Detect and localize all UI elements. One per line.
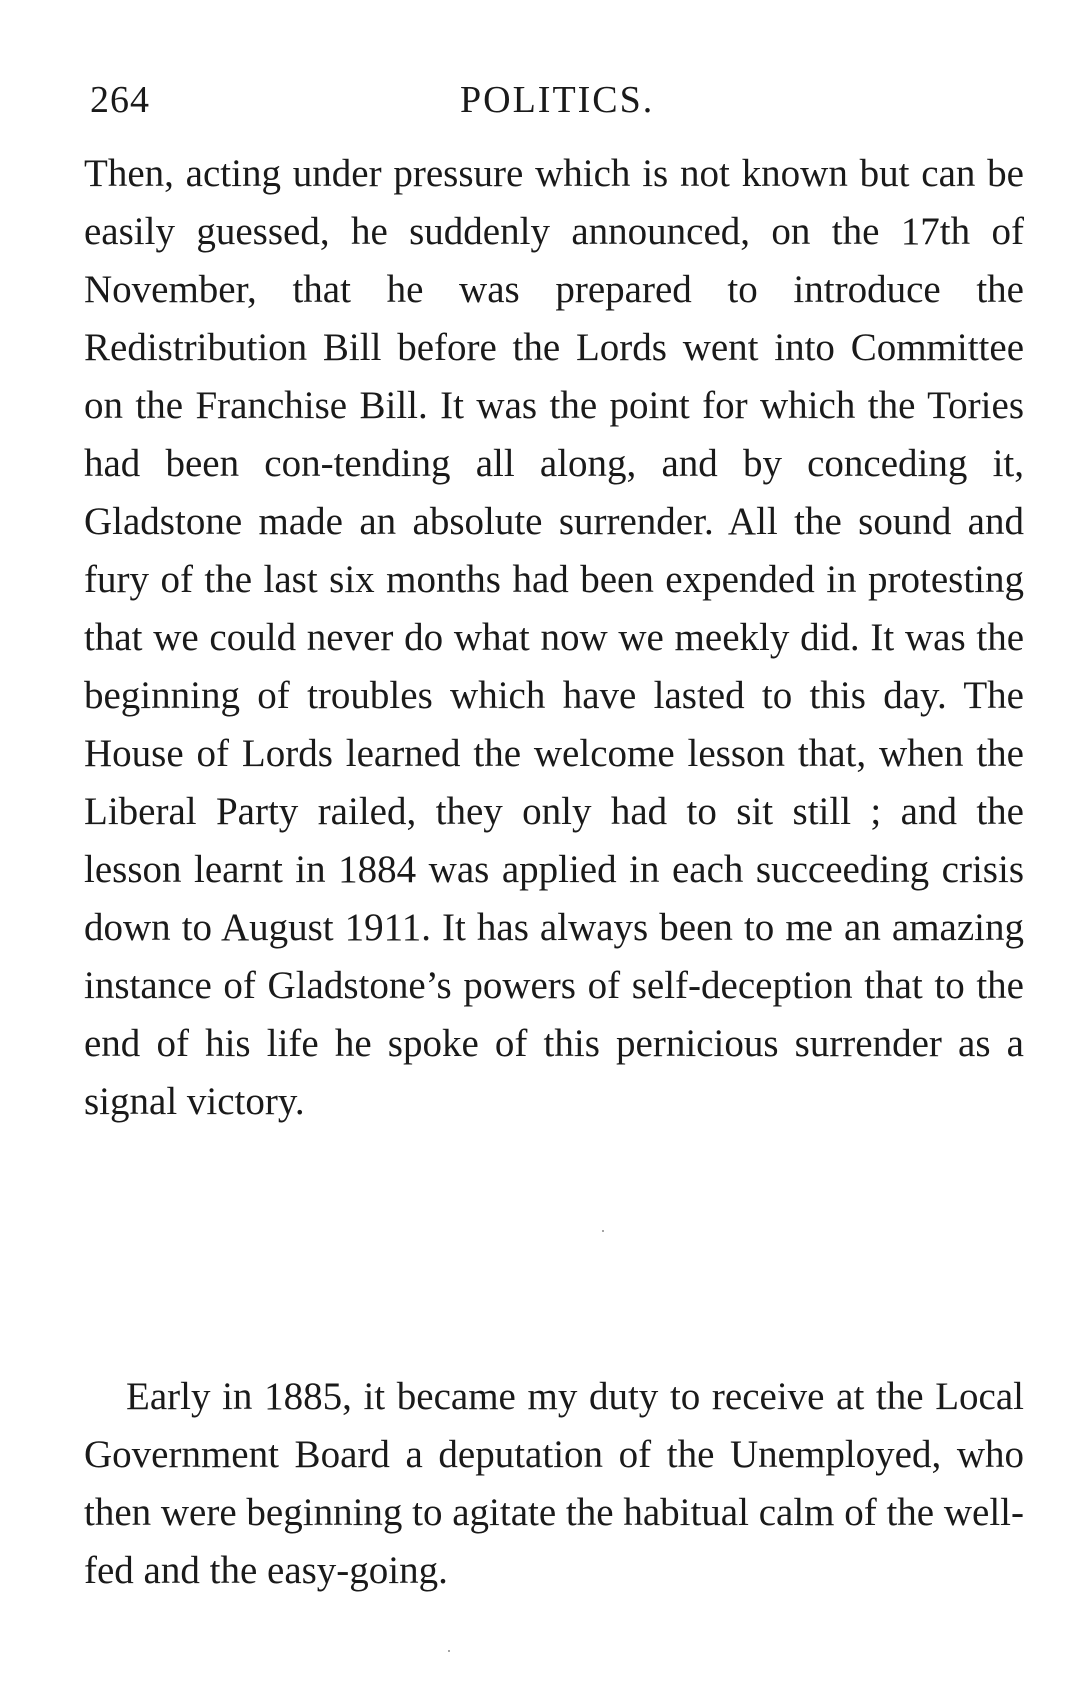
body-paragraph-1: Then, acting under pressure which is not known but can be easily guessed, he suddenly announced, on the 17th of November, that he was prepared to introduce the Redistribution Bill before the Lords went into Committee on the Franchise Bill. It was the point for which the Tories had been con-tending all along, and by conceding it, Gladstone made an absolute surrender. All the sound and fury of the last six months had been expended in protesting that we could never do what now we meekly did. It was the beginning of troubles which have lasted to this day. The House of Lords learned the welcome lesson that, when the Liberal Party railed, they only had to sit still ; and the lesson learnt in 1884 was applied in each succeeding crisis down to August 1911. It has always been to me an amazing instance of Gladstone’s powers of self-deception that to the end of his life he spoke of this pernicious surrender as a signal victory. [84, 152, 1024, 1123]
body-paragraph-2: Early in 1885, it became my duty to receive at the Local Government Board a deputation of the Unemployed, who then were beginning to agitate the habitual calm of the well-fed and the easy-going. [84, 1375, 1024, 1592]
print-speck [448, 1650, 450, 1652]
page-number: 264 [90, 79, 150, 121]
print-speck [602, 1230, 604, 1232]
page-header [90, 78, 1020, 128]
running-title: POLITICS. [460, 79, 655, 121]
